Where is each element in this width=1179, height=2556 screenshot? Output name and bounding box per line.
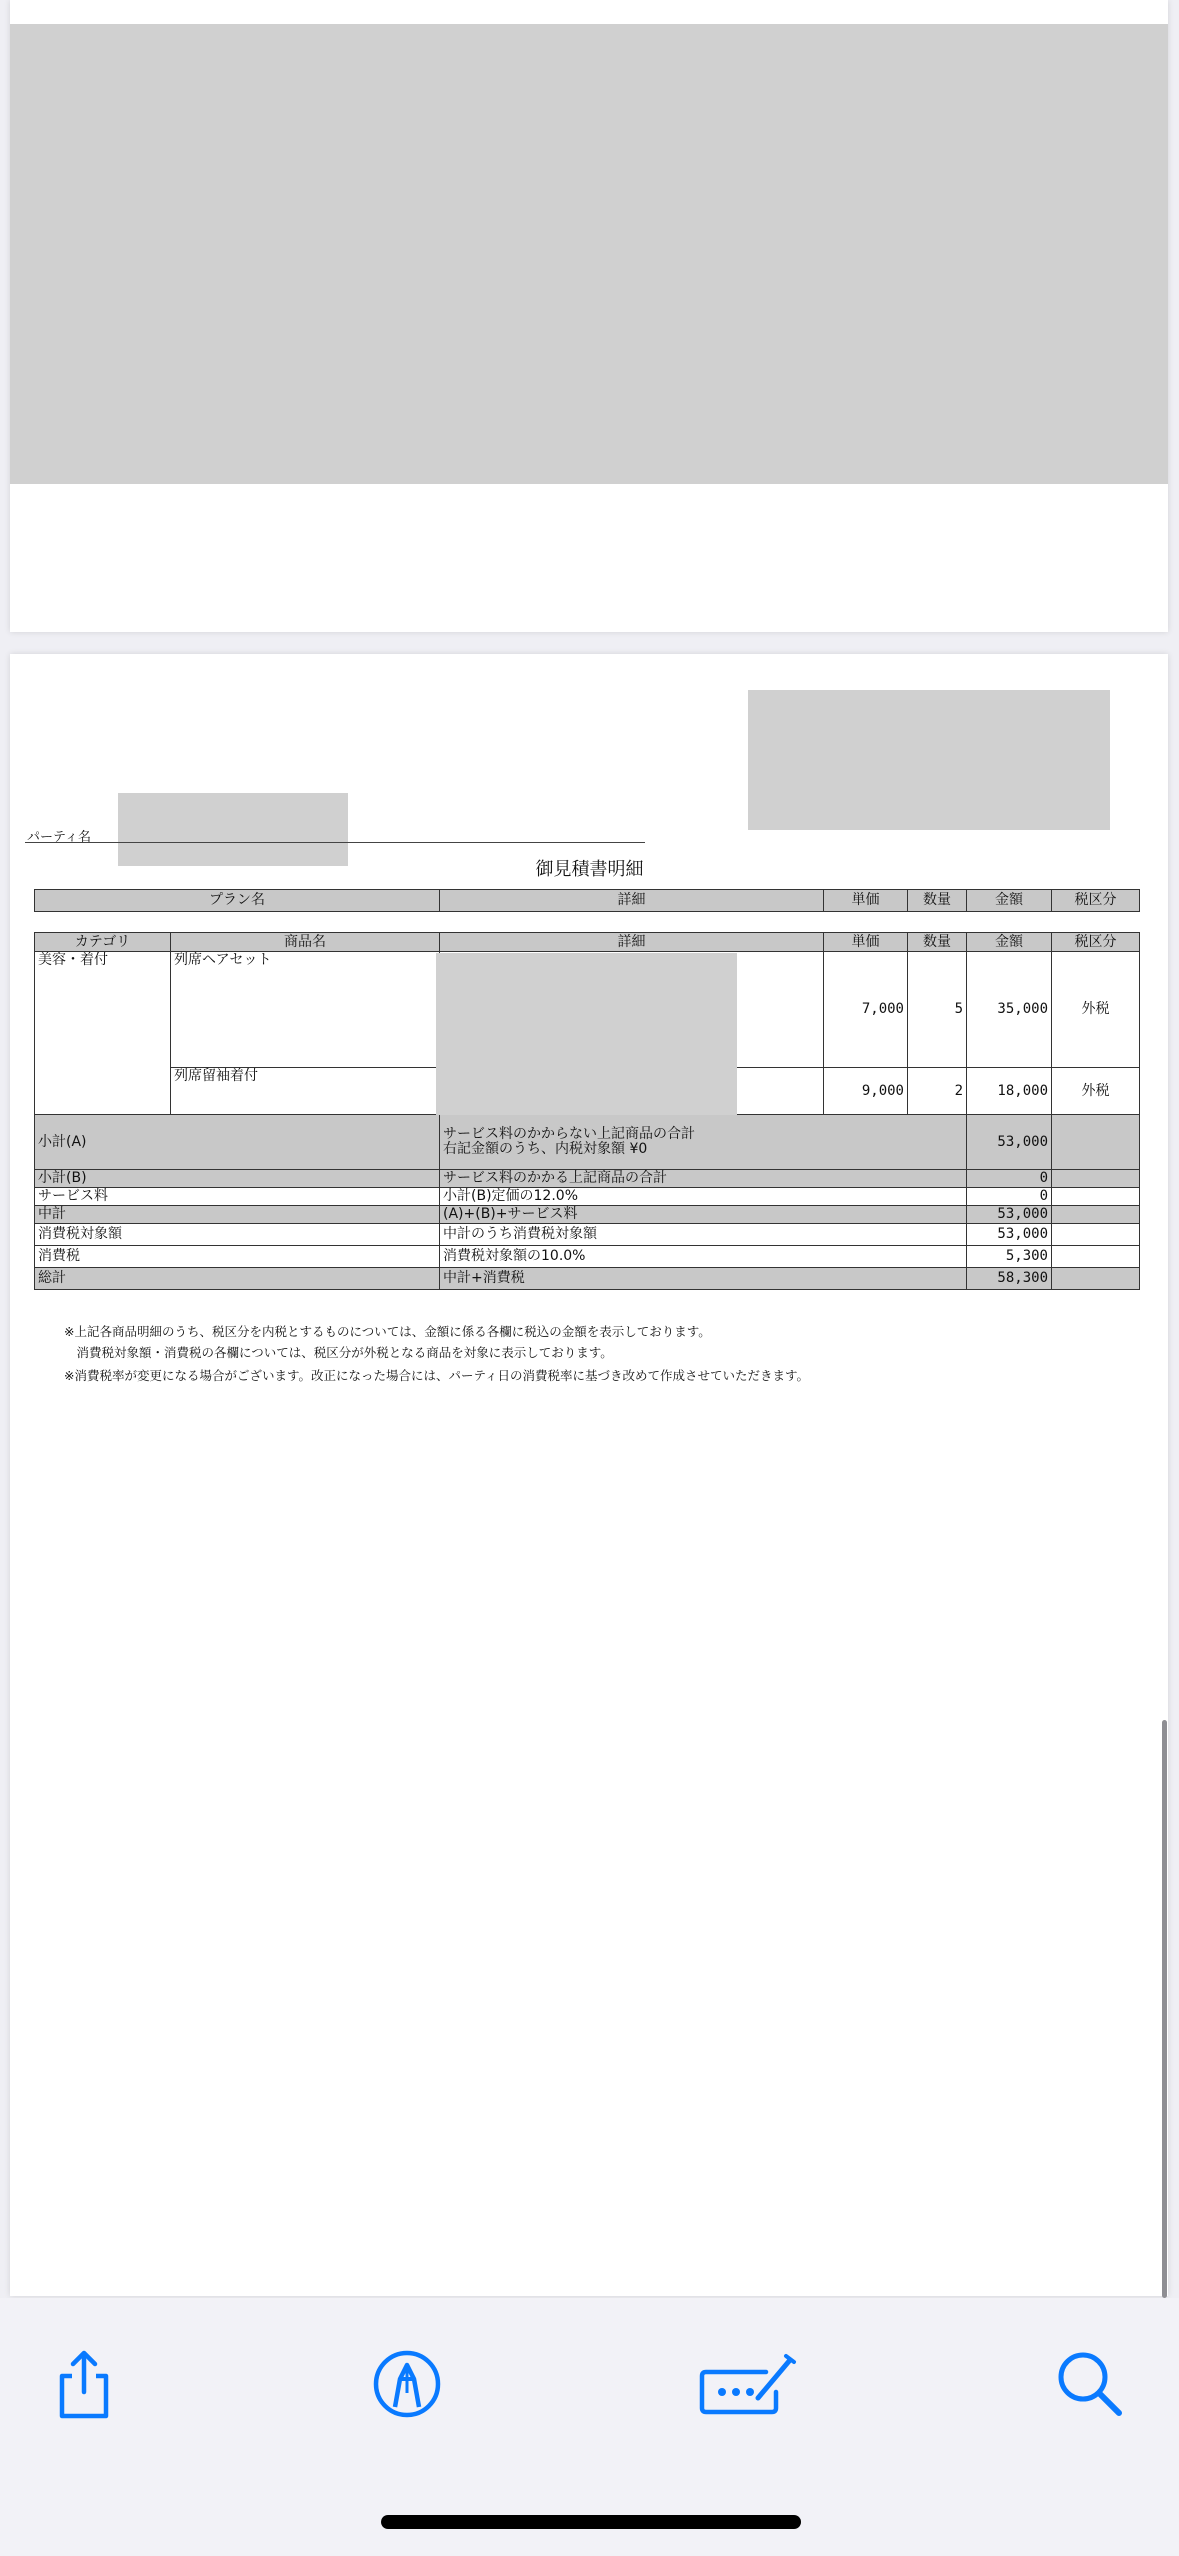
quantity: 2 bbox=[908, 1068, 967, 1115]
footnote: ※上記各商品明細のうち、税区分を内税とするものについては、金額に係る各欄に税込の金額を表示しております。 bbox=[64, 1324, 711, 1339]
summary-amount: 53,000 bbox=[967, 1224, 1052, 1246]
unit-price: 7,000 bbox=[824, 952, 908, 1068]
amount: 35,000 bbox=[967, 952, 1052, 1068]
markup-button[interactable] bbox=[367, 2344, 447, 2424]
redacted-item-detail bbox=[436, 953, 737, 1115]
markup-icon bbox=[372, 2349, 442, 2419]
summary-detail: サービス料のかからない上記商品の合計 bbox=[443, 1125, 695, 1142]
plan-col-detail: 詳細 bbox=[440, 890, 824, 912]
product-name: 列席ヘアセット bbox=[171, 952, 440, 1068]
plan-col-qty: 数量 bbox=[908, 890, 967, 912]
footnote: ※消費税率が変更になる場合がございます。改正になった場合には、パーティ日の消費税率に基づき改めて作成させていただきます。 bbox=[64, 1368, 809, 1383]
summary-label: 消費税対象額 bbox=[35, 1224, 440, 1246]
redacted-stamp-area bbox=[748, 690, 1110, 830]
summary-detail: 小計(B)定価の12.0% bbox=[440, 1188, 967, 1206]
footnote: 消費税対象額・消費税の各欄については、税区分が外税となる商品を対象に表示しております。 bbox=[64, 1345, 613, 1360]
col-amount: 金額 bbox=[967, 933, 1052, 952]
summary-detail: 中計のうち消費税対象額 bbox=[440, 1224, 967, 1246]
taxable-row bbox=[35, 1224, 1140, 1246]
amount: 18,000 bbox=[967, 1068, 1052, 1115]
summary-detail: 中計+消費税 bbox=[440, 1268, 967, 1290]
summary-label: 中計 bbox=[35, 1206, 440, 1224]
summary-amount: 0 bbox=[967, 1188, 1052, 1206]
unit-price: 9,000 bbox=[824, 1068, 908, 1115]
summary-label: 消費税 bbox=[35, 1246, 440, 1268]
summary-amount: 5,300 bbox=[967, 1246, 1052, 1268]
product-name: 列席留袖着付 bbox=[171, 1068, 440, 1115]
party-name-underline bbox=[25, 842, 645, 843]
subtotal-b-row bbox=[35, 1170, 1140, 1188]
plan-col-name: プラン名 bbox=[35, 890, 440, 912]
col-detail: 詳細 bbox=[440, 933, 824, 952]
summary-detail: 消費税対象額の10.0% bbox=[440, 1246, 967, 1268]
summary-label: 総計 bbox=[35, 1268, 440, 1290]
subtotal-a-row bbox=[35, 1115, 1140, 1170]
plan-col-amount: 金額 bbox=[967, 890, 1052, 912]
summary-detail: (A)+(B)+サービス料 bbox=[440, 1206, 967, 1224]
search-button[interactable] bbox=[1050, 2344, 1130, 2424]
share-icon bbox=[52, 2348, 116, 2420]
home-indicator[interactable] bbox=[381, 2515, 801, 2529]
col-unit-price: 単価 bbox=[824, 933, 908, 952]
tax-type: 外税 bbox=[1052, 952, 1140, 1068]
summary-label: 小計(B) bbox=[35, 1170, 440, 1188]
tax-type: 外税 bbox=[1052, 1068, 1140, 1115]
summary-amount: 53,000 bbox=[967, 1115, 1052, 1170]
tax-row bbox=[35, 1246, 1140, 1268]
quantity: 5 bbox=[908, 952, 967, 1068]
plan-table bbox=[34, 889, 1140, 912]
summary-amount: 58,300 bbox=[967, 1268, 1052, 1290]
col-qty: 数量 bbox=[908, 933, 967, 952]
summary-amount: 53,000 bbox=[967, 1206, 1052, 1224]
plan-col-tax: 税区分 bbox=[1052, 890, 1140, 912]
summary-label: 小計(A) bbox=[35, 1115, 440, 1170]
category-cell: 美容・着付 bbox=[35, 952, 171, 1115]
midtotal-row bbox=[35, 1206, 1140, 1224]
total-row bbox=[35, 1268, 1140, 1290]
summary-label: サービス料 bbox=[35, 1188, 440, 1206]
summary-detail-note: 右記金額のうち、内税対象額 ¥0 bbox=[443, 1141, 648, 1157]
document-title: 御見積書明細 bbox=[535, 859, 644, 880]
signature-button[interactable] bbox=[695, 2344, 801, 2424]
party-name-label: パーティ名 bbox=[27, 830, 91, 845]
pdf-page-1 bbox=[10, 0, 1168, 632]
plan-col-unit-price: 単価 bbox=[824, 890, 908, 912]
col-tax: 税区分 bbox=[1052, 933, 1140, 952]
service-row bbox=[35, 1188, 1140, 1206]
summary-amount: 0 bbox=[967, 1170, 1052, 1188]
summary-detail: サービス料のかかる上記商品の合計 bbox=[440, 1170, 967, 1188]
redacted-area bbox=[10, 24, 1168, 484]
scrollbar[interactable] bbox=[1162, 1720, 1167, 2298]
search-icon bbox=[1056, 2350, 1124, 2418]
col-product: 商品名 bbox=[171, 933, 440, 952]
signature-icon bbox=[698, 2352, 798, 2416]
col-category: カテゴリ bbox=[35, 933, 171, 952]
share-button[interactable] bbox=[44, 2344, 124, 2424]
